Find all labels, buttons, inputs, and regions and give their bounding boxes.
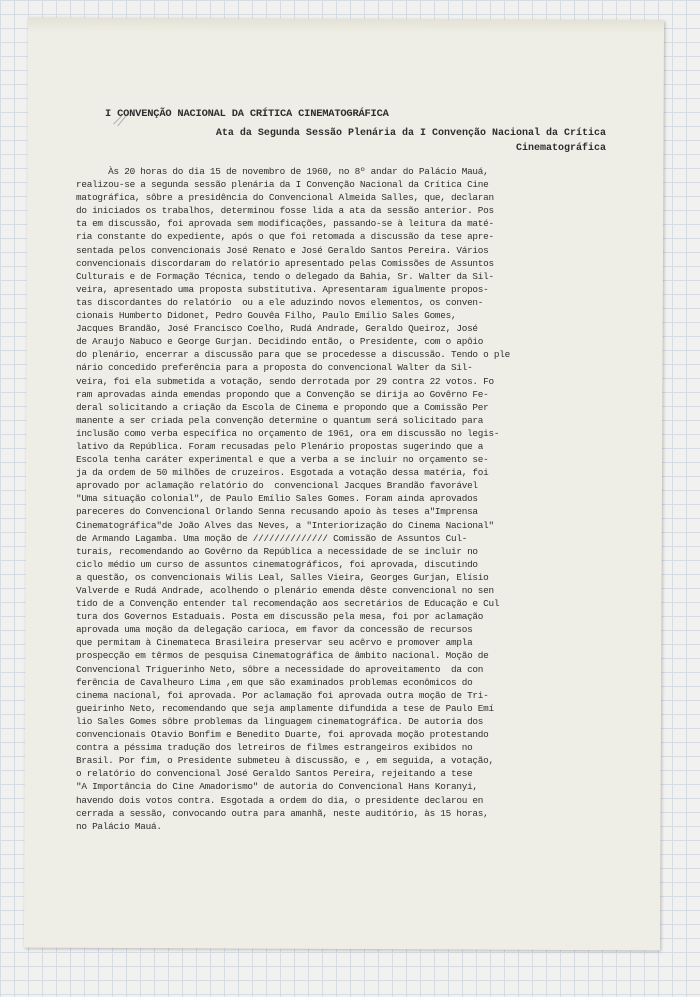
subtitle-line: Ata da Segunda Sessão Plenária da I Convenção Nacional da Crítica	[215, 128, 606, 139]
body-line: "A Importância do Cine Amadorismo" de autoria do Convencional Hans Koranyi,	[76, 781, 478, 793]
subtitle-line: Cinematográfica	[515, 143, 606, 154]
body-line: Valverde e Rudá Andrade, acolhendo o plenário emenda dêste convencional no sen	[76, 585, 494, 596]
body-line: cerrada a sessão, convocando outra para amanhã, neste auditório, às 15 horas,	[76, 807, 489, 819]
body-line: tido de a Convenção entender tal recomendação aos secretários de Educação e Cul	[76, 598, 500, 610]
body-line: do iniciados os trabalhos, determinou fosse lida a ata da sessão anterior. Pos	[76, 205, 494, 217]
body-line: do plenário, encerrar a discussão para que se procedesse a discussão. Tendo o ple	[76, 349, 510, 361]
body-line: ta em discussão, foi aprovada sem modificações, passando-se à leitura da maté-	[76, 218, 494, 230]
body-line: ciclo médio um curso de assuntos cinematográficos, foi aprovada, discutindo	[76, 558, 478, 570]
body-line: Escola tenha caráter experimental e que a verba a se incluir no orçamento se-	[76, 454, 489, 466]
body-line: ja da ordem de 50 milhões de cruzeiros. Esgotada a votação dessa matéria, foi	[76, 467, 489, 479]
document-body	[76, 165, 606, 833]
body-line: veira, foi ela submetida a votação, sendo derrotada por 29 contra 22 votos. Fo	[76, 375, 494, 387]
body-line: Às 20 horas do dia 15 de novembro de 1960, no 8º andar do Palácio Mauá,	[76, 166, 489, 177]
body-line: pareceres do Convencional Orlando Senna recusando apoio às teses a"Imprensa	[76, 506, 478, 518]
body-line: Convencional Triguerinho Neto, sôbre a necessidade do aproveitamento da con	[76, 663, 484, 675]
body-line: de Araujo Nabuco e George Gurjan. Decidindo então, o Presidente, com o apôio	[76, 336, 484, 348]
body-line: veira, apresentado uma proposta substitutiva. Apresentaram igualmente propos-	[76, 283, 489, 295]
body-line: cinema nacional, foi aprovada. Por aclamação foi aprovada outra moção de Tri-	[76, 689, 489, 701]
body-line: Jacques Brandão, José Francisco Coelho, Rudá Andrade, Geraldo Queiroz, José	[76, 323, 478, 335]
body-line: Cinematográfica"de João Alves das Neves, a "Interiorização do Cinema Nacional"	[76, 519, 494, 531]
body-line: ria constante do expediente, após o que foi retomada a discussão da tese apre-	[76, 231, 494, 243]
body-line: turais, recomendando ao Govêrno da República a necessidade de se incluir no	[76, 545, 478, 557]
body-line: convencionais discordaram do relatório apresentado pelas Comissões de Assuntos	[76, 257, 494, 269]
body-line: nário concedido preferência para a proposta do convencional Walter da Sil-	[76, 362, 473, 374]
document-title: I CONVENÇÃO NACIONAL DA CRÍTICA CINEMATOGRÁFICA	[105, 108, 389, 120]
body-line: aprovado por aclamação relatório do convencional Jacques Brandão favorável	[76, 480, 478, 492]
body-line: sentada pelos convencionais José Renato e José Geraldo Santos Pereira. Vários	[76, 244, 489, 256]
body-line: que permitam à Cinemateca Brasileira preservar seu acêrvo e promover ampla	[76, 637, 473, 649]
body-line: ram aprovadas ainda emendas propondo que a Convenção se dirija ao Govêrno Fe-	[76, 388, 489, 400]
document-text	[76, 108, 606, 833]
body-line: ferência de Cavalheuro Lima ,em que são examinados problemas econômicos do	[76, 676, 473, 688]
body-line: lativo da República. Foram recusadas pelo Plenário propostas sugerindo que a	[76, 440, 484, 452]
body-line: contra a péssima tradução dos letreiros de filmes estrangeiros exibidos no	[76, 742, 473, 754]
body-line: Culturais e de Formação Técnica, tendo o delegado da Bahia, Sr. Walter da Sil-	[76, 270, 494, 282]
body-line: deral solicitando a criação da Escola de Cinema e propondo que a Comissão Per	[76, 401, 489, 413]
body-line: realizou-se a segunda sessão plenária da I Convenção Nacional da Crítica Cine	[76, 179, 489, 191]
body-line: tas discordantes do relatório ou a ele aduzindo novos elementos, os conven-	[76, 296, 484, 308]
body-line: de Armando Lagamba. Uma moção de ////////////// Comissão de Assuntos Cul-	[76, 532, 468, 544]
body-line: "Uma situação colonial", de Paulo Emílio Sales Gomes. Foram ainda aprovados	[76, 493, 478, 505]
body-line: o relatório do convencional José Geraldo Santos Pereira, rejeitando a tese	[76, 768, 473, 780]
body-line: Brasil. Por fim, o Presidente submeteu à discussão, e , em seguida, a votação,	[76, 755, 494, 767]
body-line: matográfica, sôbre a presidência do Convencional Almeida Salles, que, declaran	[76, 192, 494, 204]
document-subtitle	[76, 126, 606, 156]
body-line: convencionais Otavio Bonfim e Benedito Duarte, foi aprovada moção protestando	[76, 729, 489, 741]
body-line: manente a ser criada pela convenção determine o quantum será solicitado para	[76, 414, 484, 426]
body-line: havendo dois votos contra. Esgotada a ordem do dia, o presidente declarou en	[76, 794, 484, 806]
body-line: a questão, os convencionais Wilis Leal, Salles Vieira, Georges Gurjan, Elísio	[76, 571, 489, 583]
body-line: cionais Humberto Didonet, Pedro Gouvêa Filho, Paulo Emílio Sales Gomes,	[76, 310, 457, 322]
body-line: no Palácio Mauá.	[76, 820, 162, 832]
body-line: aprovada uma moção da delegação carioca, em favor da concessão de recursos	[76, 624, 473, 636]
body-line: lio Sales Gomes sôbre problemas da linguagem cinematográfica. De autoria dos	[76, 715, 484, 727]
body-line: inclusão como verba específica no orçamento de 1961, ora em discussão no legis-	[76, 427, 500, 439]
body-line: gueirinho Neto, recomendando que seja amplamente difundida a tese de Paulo Emí	[76, 702, 494, 714]
body-line: tura dos Governos Estaduais. Posta em discussão pela mesa, foi por aclamação	[76, 611, 484, 623]
body-line: prospecção em têrmos de pesquisa Cinematográfica de âmbito nacional. Moção de	[76, 650, 489, 662]
